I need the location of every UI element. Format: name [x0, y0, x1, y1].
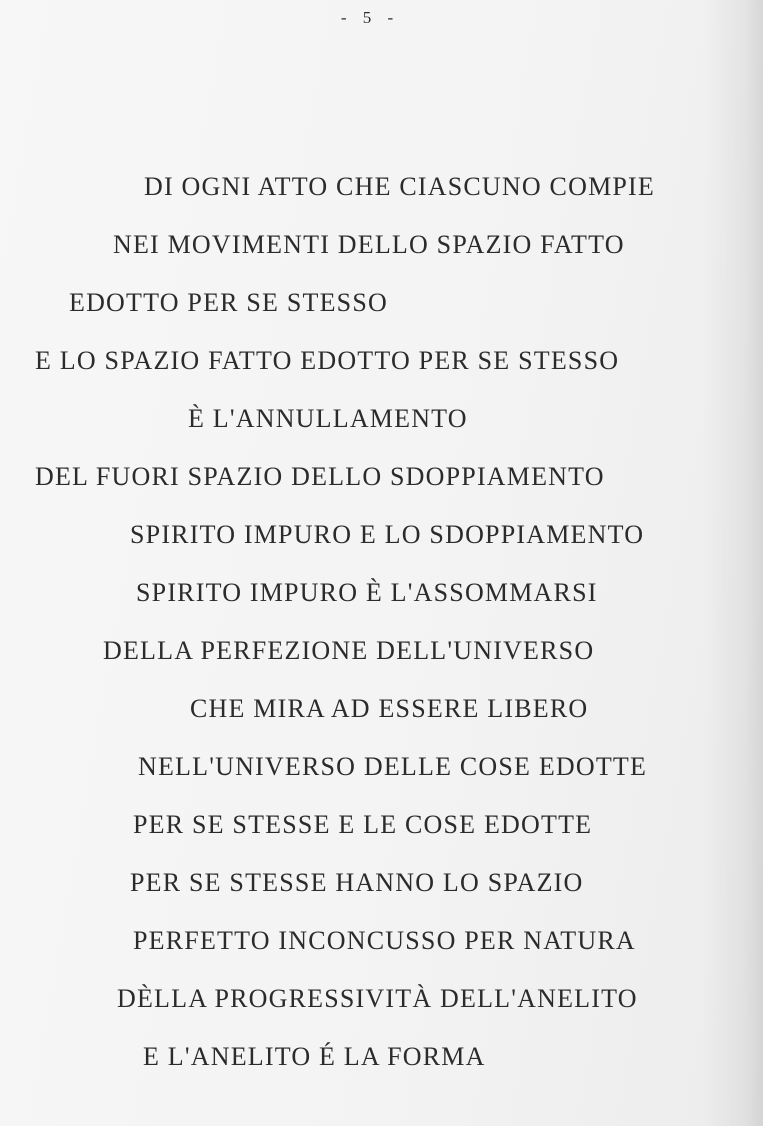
- page-edge-shadow: [703, 0, 763, 1126]
- text-line-2: NEI MOVIMENTI DELLO SPAZIO FATTO: [113, 230, 625, 259]
- text-line-15: DÈLLA PROGRESSIVITÀ DELL'ANELITO: [117, 984, 638, 1013]
- text-line-9: DELLA PERFEZIONE DELL'UNIVERSO: [103, 636, 595, 665]
- text-line-16: E L'ANELITO É LA FORMA: [143, 1042, 486, 1071]
- text-line-4: E LO SPAZIO FATTO EDOTTO PER SE STESSO: [35, 346, 620, 375]
- text-line-14: PERFETTO INCONCUSSO PER NATURA: [133, 926, 636, 955]
- text-line-3: EDOTTO PER SE STESSO: [69, 288, 388, 317]
- text-line-13: PER SE STESSE HANNO LO SPAZIO: [130, 868, 584, 897]
- text-line-6: DEL FUORI SPAZIO DELLO SDOPPIAMENTO: [35, 462, 605, 491]
- text-line-10: CHE MIRA AD ESSERE LIBERO: [190, 694, 589, 723]
- text-line-7: SPIRITO IMPURO E LO SDOPPIAMENTO: [130, 520, 645, 549]
- text-line-11: NELL'UNIVERSO DELLE COSE EDOTTE: [138, 752, 648, 781]
- text-line-8: SPIRITO IMPURO È L'ASSOMMARSI: [136, 578, 598, 607]
- text-line-1: DI OGNI ATTO CHE CIASCUNO COMPIE: [144, 172, 655, 201]
- text-line-12: PER SE STESSE E LE COSE EDOTTE: [133, 810, 593, 839]
- text-line-5: È L'ANNULLAMENTO: [188, 404, 468, 433]
- page-number: - 5 -: [340, 8, 400, 27]
